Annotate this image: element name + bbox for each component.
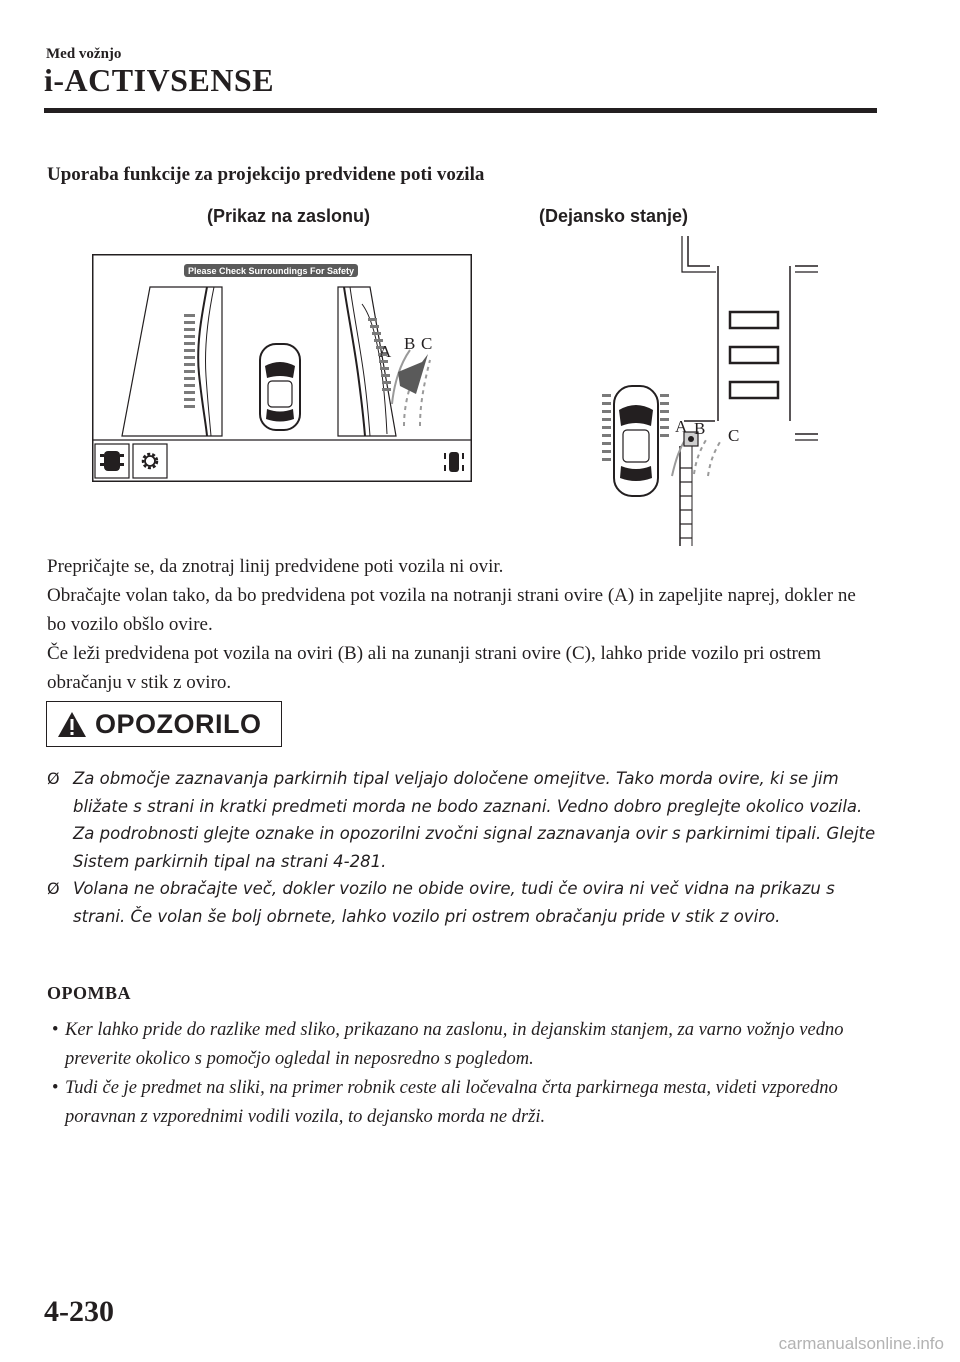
- warning-text: Za območje zaznavanja parkirnih tipal veljajo določene omejitve. Tako morda ovire, ki se jim bližate s strani in kratki predmeti morda ne bodo zaznani. Vedno dobro preglejte okolico vozila.: [73, 769, 863, 816]
- screen-banner-text: Please Check Surroundings For Safety: [187, 266, 355, 276]
- label-a-actual: A: [675, 417, 688, 436]
- actual-situation-illustration: [580, 236, 830, 546]
- note-text: Ker lahko pride do razlike med sliko, prikazano na zaslonu, in dejanskim stanjem, za varno vožnjo vedno preverite okolico s pomočjo ogledal in neposredno s pogledom.: [65, 1020, 844, 1069]
- label-a-screen: A: [379, 342, 392, 361]
- note-item: [52, 1016, 872, 1074]
- bullet-dot-icon: •: [52, 1020, 59, 1040]
- crosswalk-stripes: [730, 312, 778, 398]
- note-text: Tudi če je predmet na sliki, na primer robnik ceste ali ločevalna črta parkirnega mesta, videti vzporedno poravnan z vzporednimi vodili vozila, to dejansko morda ne drži.: [65, 1078, 838, 1127]
- label-c-screen: C: [421, 334, 433, 353]
- section-label: Med vožnjo: [46, 46, 122, 62]
- note-list: [52, 1016, 872, 1132]
- warning-text: Volana ne obračajte več, dokler vozilo ne obide ovire, tudi če ovira ni več vidna na prikazu s strani. Če volan še bolj obrnete, lahko vozilo pri ostrem obračanju pride v stik z oviro.: [73, 879, 835, 926]
- warning-item: [47, 875, 877, 930]
- warning-text: Za podrobnosti glejte oznake in opozorilni zvočni signal zaznavanja ovir s parkirnimi tipali. Glejte Sistem parkirnih tipal na strani 4-281.: [73, 824, 876, 871]
- page-subtitle: Uporaba funkcije za projekcijo predvidene poti vozila: [47, 164, 485, 185]
- vehicle-icon: [614, 386, 658, 496]
- warning-label: OPOZORILO: [95, 708, 262, 739]
- body-paragraph: Prepričajte se, da znotraj linij predvidene poti vozila ni ovir.: [47, 556, 504, 577]
- bullet-dot-icon: •: [52, 1078, 59, 1098]
- figure-caption-screen: (Prikaz na zaslonu): [207, 206, 371, 226]
- body-paragraph: Obračajte volan tako, da bo predvidena pot vozila na notranji strani ovire (A) in zapeljite naprej, dokler ne bo vozilo obšlo ovire.: [47, 585, 856, 635]
- note-title: OPOMBA: [47, 983, 131, 1003]
- bullet-arrow-icon: Ø: [47, 879, 60, 898]
- screen-display-illustration: [92, 254, 472, 482]
- warning-list: [47, 765, 877, 930]
- section-title: i-ACTIVSENSE: [44, 62, 275, 98]
- body-text: [47, 552, 877, 697]
- watermark: carmanualsonline.info: [778, 1334, 944, 1353]
- page-number: 4-230: [44, 1295, 114, 1328]
- label-c-actual: C: [728, 426, 740, 445]
- bullet-arrow-icon: Ø: [47, 769, 60, 788]
- body-paragraph: Če leži predvidena pot vozila na oviri (B) ali na zunanji strani ovire (C), lahko pride vozilo pri ostrem obračanju v stik z oviro.: [47, 643, 822, 693]
- header-rule: [44, 108, 877, 113]
- label-b-screen: B: [404, 334, 416, 353]
- warning-header: [46, 701, 282, 747]
- note-item: [52, 1074, 872, 1132]
- top-view-car-icon: [260, 344, 300, 430]
- curb-ticks: [680, 468, 692, 538]
- warning-item: [47, 765, 877, 875]
- warning-triangle-icon: [57, 711, 87, 738]
- label-b-actual: B: [694, 419, 706, 438]
- figure-caption-actual: (Dejansko stanje): [539, 206, 689, 226]
